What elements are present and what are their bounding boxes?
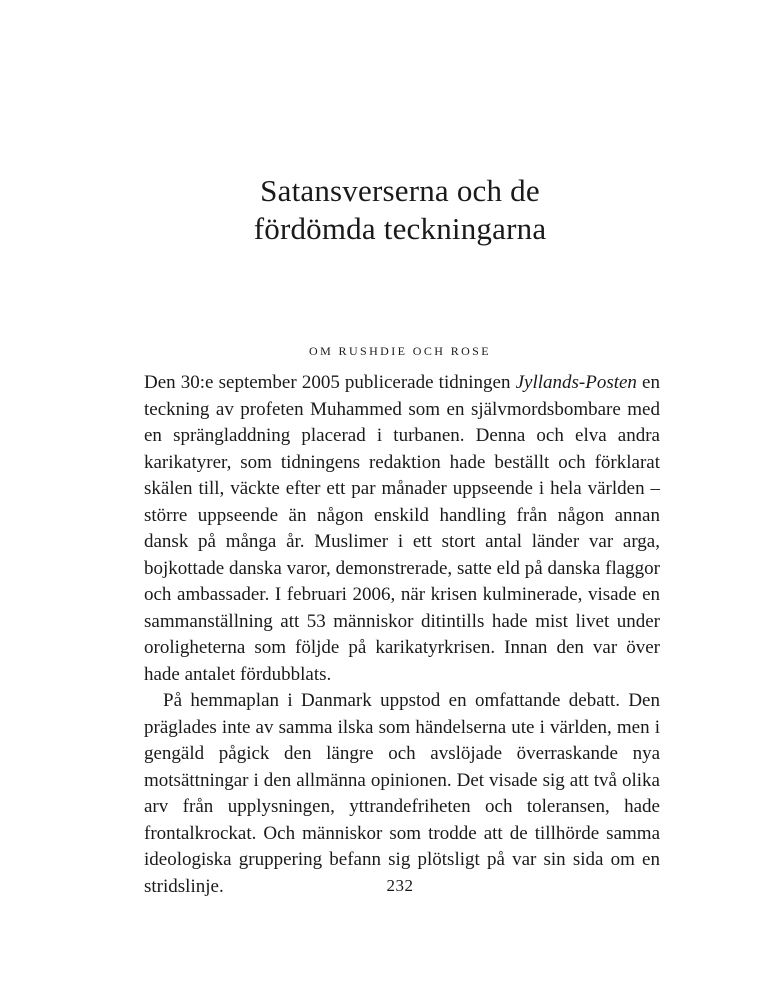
chapter-title-line-2: fördömda teckningarna — [253, 211, 547, 246]
chapter-subtitle: OM RUSHDIE OCH ROSE — [309, 344, 491, 358]
paragraph-1-rest: en teckning av profeten Muhammed som en självmordsbombare med en sprängladdning placerad i turbanen. Denna och elva andra karikatyrer, som tidningens redaktion hade beställt och förklarat skälen till, väckte efter ett par månader uppseende i hela världen – större uppseende än någon enskild handling från någon annan dansk på många år. Muslimer i ett stort antal länder var arga, bojkottade danska varor, demonstrerade, satte eld på danska flaggor och ambassader. I februari 2006, när krisen kulminerade, visade en sammanställning att 53 människor ditintills hade mist livet under oroligheterna som följde på karikatyrkrisen. Innan den var över hade antalet fördubblats. — [144, 372, 660, 685]
chapter-title — [0, 172, 768, 248]
paragraph-2: På hemmaplan i Danmark uppstod en omfattande debatt. Den präglades inte av samma ilska som händelserna ute i världen, men i gengäld pågick den längre och avslöjade överraskande nya motsättningar i den allmänna opinionen. Det visade sig att två olika arv från upplysningen, yttrandefriheten och toleransen, hade frontalkrockat. Och människor som trodde att de tillhörde samma ideologiska gruppering befann sig plötsligt på var sin sida om en stridslinje. — [144, 690, 660, 897]
body-text — [144, 370, 660, 900]
chapter-title-line-1: Satansverserna och de — [260, 173, 540, 208]
paragraph-1-newspaper-name: Jyllands-Posten — [515, 372, 637, 393]
paragraph-1 — [144, 370, 660, 688]
paragraph-1-lead: Den 30:e september 2005 publicerade tidningen — [144, 372, 516, 393]
page-number: 232 — [386, 876, 414, 895]
